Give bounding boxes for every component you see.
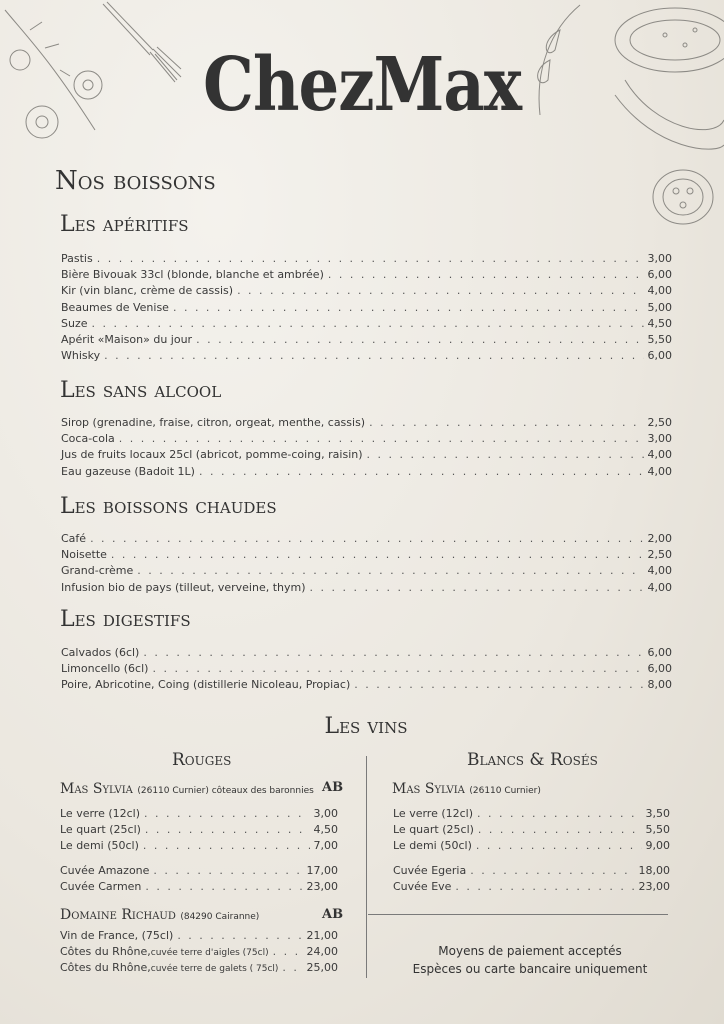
item-detail: cuvée terre de galets ( 75cl): [150, 964, 279, 975]
menu-item: [61, 283, 672, 299]
domain-name: Mas Sylvia: [60, 781, 133, 797]
payment-methods: Espèces ou carte bancaire uniquement: [412, 962, 648, 976]
restaurant-logo: ChezMax: [203, 42, 521, 129]
leader-dots: [90, 531, 643, 547]
leader-dots: [354, 677, 643, 693]
leader-dots: [237, 283, 643, 299]
item-name: Jus de fruits locaux 25cl (abricot, pomme-coing, raisin): [61, 448, 363, 462]
item-name: Côtes du Rhône,: [60, 945, 151, 959]
item-name: Calvados (6cl): [61, 646, 140, 659]
item-price: 2,00: [647, 532, 672, 545]
menu-item: [60, 879, 338, 895]
menu-item: [61, 677, 672, 693]
leader-dots: [369, 415, 643, 431]
leader-dots: [153, 863, 302, 879]
item-name: Cuvée Egeria: [393, 864, 467, 877]
domain-detail: (84290 Cairanne): [180, 912, 260, 922]
item-name: Bière Bivouak 33cl (blonde, blanche et ambrée): [61, 268, 324, 282]
leader-dots: [282, 960, 302, 976]
leader-dots: [177, 928, 302, 944]
item-name: Grand-crème: [61, 564, 134, 578]
item-price: 5,50: [647, 333, 672, 346]
menu-item: [61, 316, 672, 332]
menu-item: [61, 547, 672, 563]
leader-dots: [143, 838, 310, 854]
item-name: Whisky: [61, 349, 101, 363]
menu-item: [393, 879, 670, 895]
item-name: Cuvée Eve: [393, 880, 452, 894]
item-price: 6,00: [647, 268, 672, 282]
menu-item: [61, 332, 672, 348]
mas-sylvia-white-domain: [392, 781, 541, 797]
item-price: 3,00: [647, 432, 672, 446]
item-price: 3,00: [647, 252, 672, 265]
organic-badge: AB: [322, 780, 344, 795]
item-price: 4,00: [647, 448, 672, 462]
menu-item: [393, 863, 670, 879]
item-name: Kir (vin blanc, crème de cassis): [61, 284, 234, 298]
item-price: 23,00: [638, 880, 670, 894]
item-price: 4,00: [647, 564, 672, 578]
item-price: 23,00: [306, 880, 338, 894]
item-price: 17,00: [306, 864, 338, 877]
item-price: 2,50: [647, 416, 672, 429]
leader-dots: [137, 563, 643, 579]
item-name: Suze: [61, 316, 88, 330]
menu-item: [61, 645, 672, 661]
leader-dots: [310, 580, 644, 596]
item-price: 2,50: [647, 548, 672, 562]
item-price: 4,00: [647, 284, 672, 298]
menu-item: [393, 838, 670, 854]
item-name: Le demi (50cl): [393, 839, 472, 853]
item-name: Sirop (grenadine, fraise, citron, orgeat, menthe, cassis): [61, 416, 366, 429]
item-name: Pastis: [61, 252, 93, 265]
menu-item: [61, 580, 672, 596]
menu-item: [60, 838, 338, 854]
item-price: 4,50: [647, 316, 672, 330]
item-name: Côtes du Rhône,: [60, 961, 151, 975]
menu-item: [61, 348, 672, 364]
leader-dots: [273, 944, 303, 960]
item-name: Le verre (12cl): [60, 807, 141, 820]
domain-name: Domaine Richaud: [60, 907, 176, 923]
leader-dots: [111, 547, 644, 563]
item-price: 5,00: [647, 300, 672, 314]
item-name: Le quart (25cl): [60, 823, 141, 837]
leader-dots: [97, 251, 644, 267]
item-price: 8,00: [647, 678, 672, 692]
item-name: Apérit «Maison» du jour: [61, 333, 193, 346]
menu-item: [60, 806, 338, 822]
item-price: 3,50: [645, 807, 670, 820]
tomato-slice-illustration: [648, 165, 718, 230]
item-price: 18,00: [638, 864, 670, 877]
item-price: 25,00: [306, 961, 338, 975]
wines-title: Les vins: [324, 714, 408, 739]
menu-item: [61, 251, 672, 267]
menu-item: [393, 806, 670, 822]
domain-detail: (26110 Curnier) côteaux des baronnies: [137, 786, 314, 796]
menu-item: [61, 661, 672, 677]
item-price: 9,00: [645, 839, 670, 853]
menu-item: [61, 531, 672, 547]
mas-sylvia-red-domain: [60, 781, 314, 797]
item-detail: cuvée terre d'aigles (75cl): [150, 948, 269, 959]
leader-dots: [145, 879, 302, 895]
domain-detail: (26110 Curnier): [469, 786, 541, 796]
item-name: Infusion bio de pays (tilleut, verveine, thym): [61, 580, 306, 594]
menu-item: [61, 563, 672, 579]
organic-badge: AB: [322, 907, 344, 922]
item-name: Café: [61, 532, 87, 545]
leader-dots: [119, 431, 644, 447]
menu-item: [60, 863, 338, 879]
menu-item: [61, 447, 672, 463]
item-price: 4,00: [647, 580, 672, 594]
menu-item: [61, 464, 672, 480]
menu-item: [60, 928, 338, 944]
menu-item: [60, 944, 338, 960]
leader-dots: [199, 464, 644, 480]
item-price: 3,00: [313, 807, 338, 820]
item-name: Eau gazeuse (Badoit 1L): [61, 464, 195, 478]
leader-dots: [196, 332, 643, 348]
item-price: 4,00: [647, 464, 672, 478]
leader-dots: [476, 838, 642, 854]
menu-item: [61, 431, 672, 447]
item-name: Le demi (50cl): [60, 839, 139, 853]
item-price: 6,00: [647, 349, 672, 363]
item-name: Cuvée Amazone: [60, 864, 150, 877]
item-name: Noisette: [61, 548, 107, 562]
payment-divider: [368, 914, 668, 915]
item-name: Limoncello (6cl): [61, 662, 149, 676]
sans-alcool-title: Les sans alcool: [60, 378, 222, 403]
leader-dots: [478, 822, 642, 838]
leader-dots: [144, 806, 309, 822]
item-price: 24,00: [306, 945, 338, 959]
digestifs-title: Les digestifs: [60, 607, 191, 632]
leader-dots: [104, 348, 643, 364]
payment-title: Moyens de paiement acceptés: [438, 944, 622, 958]
red-wines-title: Rouges: [172, 750, 232, 770]
leader-dots: [455, 879, 634, 895]
item-name: Poire, Abricotine, Coing (distillerie Nicoleau, Propiac): [61, 678, 351, 692]
leader-dots: [477, 806, 641, 822]
leader-dots: [328, 267, 644, 283]
column-divider: [366, 756, 367, 978]
item-price: 4,50: [313, 823, 338, 837]
leader-dots: [152, 661, 643, 677]
item-price: 6,00: [647, 662, 672, 676]
menu-item: [61, 415, 672, 431]
menu-item: [393, 822, 670, 838]
menu-item: [61, 300, 672, 316]
domaine-richaud-domain: [60, 907, 259, 923]
hot-drinks-title: Les boissons chaudes: [60, 494, 277, 519]
domain-name: Mas Sylvia: [392, 781, 465, 797]
white-rose-wines-title: Blancs & Rosés: [467, 750, 598, 770]
item-name: Cuvée Carmen: [60, 880, 142, 894]
drinks-title: Nos boissons: [55, 166, 216, 196]
leader-dots: [470, 863, 634, 879]
item-name: Le verre (12cl): [393, 807, 474, 820]
leader-dots: [92, 316, 644, 332]
leader-dots: [145, 822, 310, 838]
menu-item: [60, 822, 338, 838]
item-price: 6,00: [647, 646, 672, 659]
leader-dots: [143, 645, 643, 661]
item-name: Le quart (25cl): [393, 823, 474, 837]
item-price: 5,50: [645, 823, 670, 837]
menu-item: [60, 960, 338, 976]
leader-dots: [173, 300, 644, 316]
item-name: Coca-cola: [61, 432, 115, 446]
item-name: Beaumes de Venise: [61, 300, 169, 314]
aperitifs-title: Les apéritifs: [60, 212, 189, 237]
leader-dots: [367, 447, 644, 463]
item-price: 7,00: [313, 839, 338, 853]
item-price: 21,00: [306, 929, 338, 942]
item-name: Vin de France, (75cl): [60, 929, 174, 942]
menu-item: [61, 267, 672, 283]
